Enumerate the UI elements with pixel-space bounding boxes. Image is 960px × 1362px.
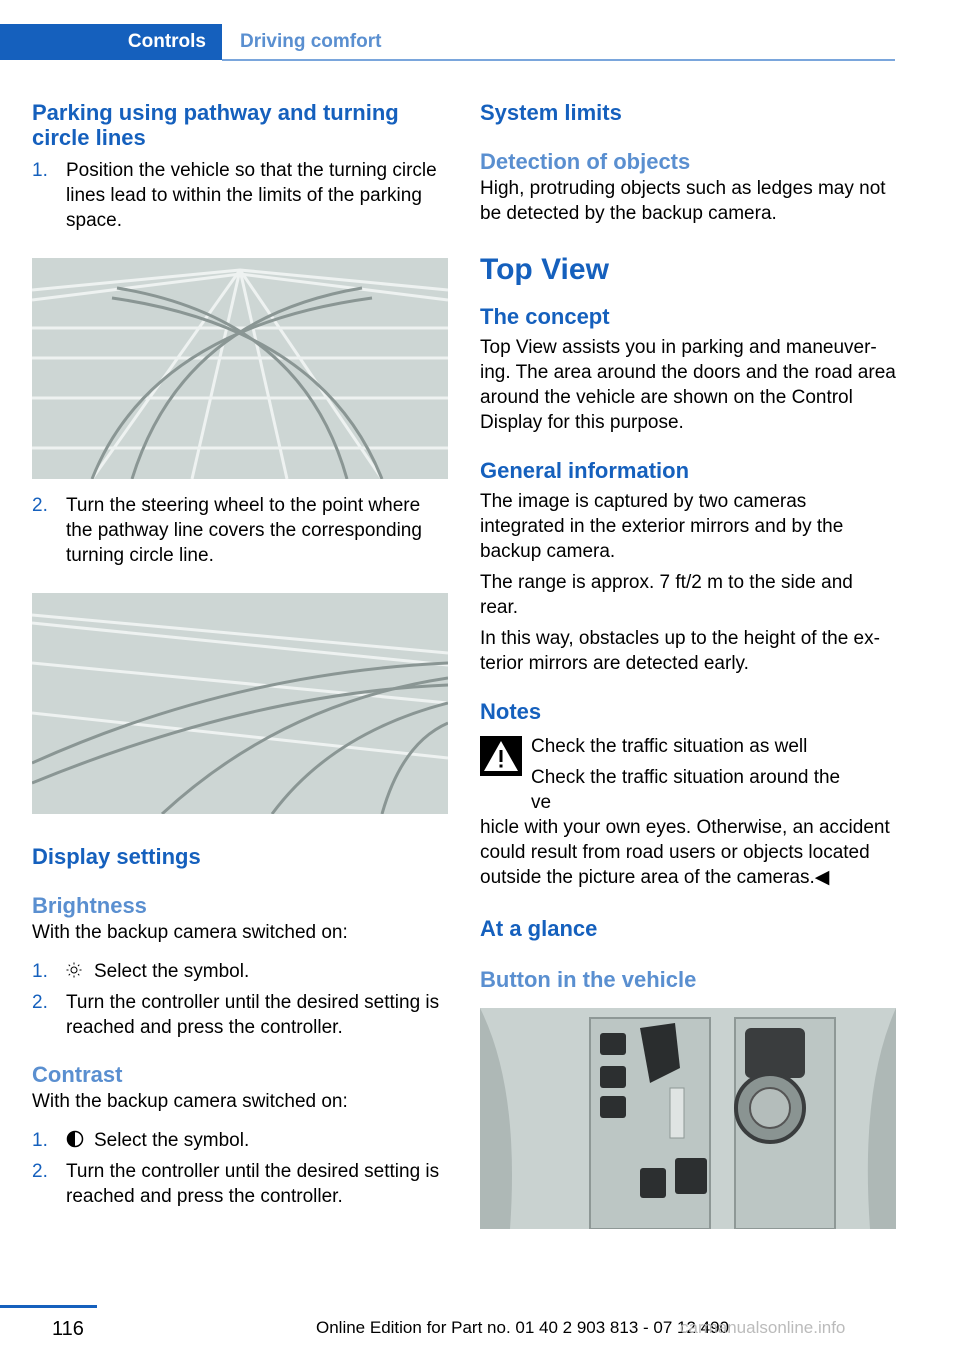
general-text-1: The image is captured by two cameras integrated in the exterior mirrors and by the backup camera. — [480, 491, 844, 562]
step-text: Select the symbol. — [94, 1130, 250, 1151]
step-number: 2. — [32, 1161, 48, 1182]
step-number: 1. — [32, 1130, 48, 1151]
camera-view-illustration — [32, 258, 448, 479]
turning-circle-image-1 — [32, 258, 448, 479]
concept-title: The concept — [480, 304, 610, 329]
step-text: Turn the controller until the desired setting is reached and press the controller. — [66, 1161, 440, 1207]
contrast-title: Contrast — [32, 1062, 123, 1087]
center-console-illustration — [480, 1008, 896, 1229]
at-a-glance-title: At a glance — [480, 916, 598, 941]
step-number: 2. — [32, 495, 48, 516]
left-column — [32, 100, 448, 1209]
system-limits-title: System limits — [480, 100, 622, 125]
step-number: 2. — [32, 992, 48, 1013]
tab-controls[interactable]: Controls — [0, 24, 222, 60]
page-header — [0, 24, 895, 62]
footer-divider — [0, 1305, 97, 1308]
warning-text: hicle with your own eyes. Otherwise, an accident could result from road users or objects located outside the picture area of the cameras.◀ — [480, 817, 890, 888]
camera-view-illustration — [32, 593, 448, 814]
display-settings-title: Display settings — [32, 844, 201, 869]
step-text: Position the vehicle so that the turning circle lines lead to within the limits of the parking space. — [66, 160, 437, 231]
right-column — [480, 100, 896, 1229]
step-text: Turn the controller until the desired setting is reached and press the controller. — [66, 992, 440, 1038]
page-number: 116 — [52, 1318, 84, 1340]
step-number: 1. — [32, 961, 48, 982]
contrast-icon — [66, 1128, 94, 1153]
detection-title: Detection of objects — [480, 149, 691, 174]
warning-icon — [480, 736, 522, 776]
general-text-3: In this way, obstacles up to the height of the exterior mirrors are detected early. — [480, 628, 880, 674]
detection-text: High, protruding objects such as ledges may not be detected by the backup camera. — [480, 178, 886, 224]
tab-driving-comfort[interactable]: Driving comfort — [240, 31, 382, 52]
warning-text-line: Check the traffic situation around the ve — [531, 767, 841, 813]
step-item — [32, 158, 448, 233]
concept-text: Top View assists you in parking and maneuvering. The area around the doors and the road area around the vehicle are shown on the Control Display for this purpose. — [480, 337, 896, 433]
step-item — [32, 1159, 448, 1209]
warning-heading: Check the traffic situation as well — [531, 736, 808, 757]
parking-title: Parking using pathway and turning circle lines — [32, 100, 399, 150]
turning-circle-image-2 — [32, 593, 448, 814]
general-text-2: The range is approx. 7 ft/2 m to the side and rear. — [480, 572, 853, 618]
step-text: Select the symbol. — [94, 961, 250, 982]
step-item — [32, 493, 448, 568]
step-item — [32, 959, 448, 984]
general-information-title: General information — [480, 458, 690, 483]
header-divider — [222, 59, 895, 61]
edition-text: Online Edition for Part no. 01 40 2 903 813 - 07 12 490 — [316, 1318, 730, 1337]
button-in-vehicle-title: Button in the vehicle — [480, 967, 697, 992]
notes-title: Notes — [480, 699, 542, 724]
top-view-title: Top View — [480, 253, 609, 286]
vehicle-console-image — [480, 1008, 896, 1229]
watermark-text: carmanualsonline.info — [680, 1318, 846, 1337]
brightness-intro: With the backup camera switched on: — [32, 922, 348, 943]
step-item — [32, 990, 448, 1040]
brightness-title: Brightness — [32, 893, 147, 918]
step-number: 1. — [32, 160, 48, 181]
contrast-intro: With the backup camera switched on: — [32, 1091, 348, 1112]
brightness-icon — [66, 959, 94, 984]
warning-block — [480, 734, 896, 815]
step-text: Turn the steering wheel to the point where the pathway line covers the corresponding turning circle line. — [66, 495, 422, 566]
step-item — [32, 1128, 448, 1153]
